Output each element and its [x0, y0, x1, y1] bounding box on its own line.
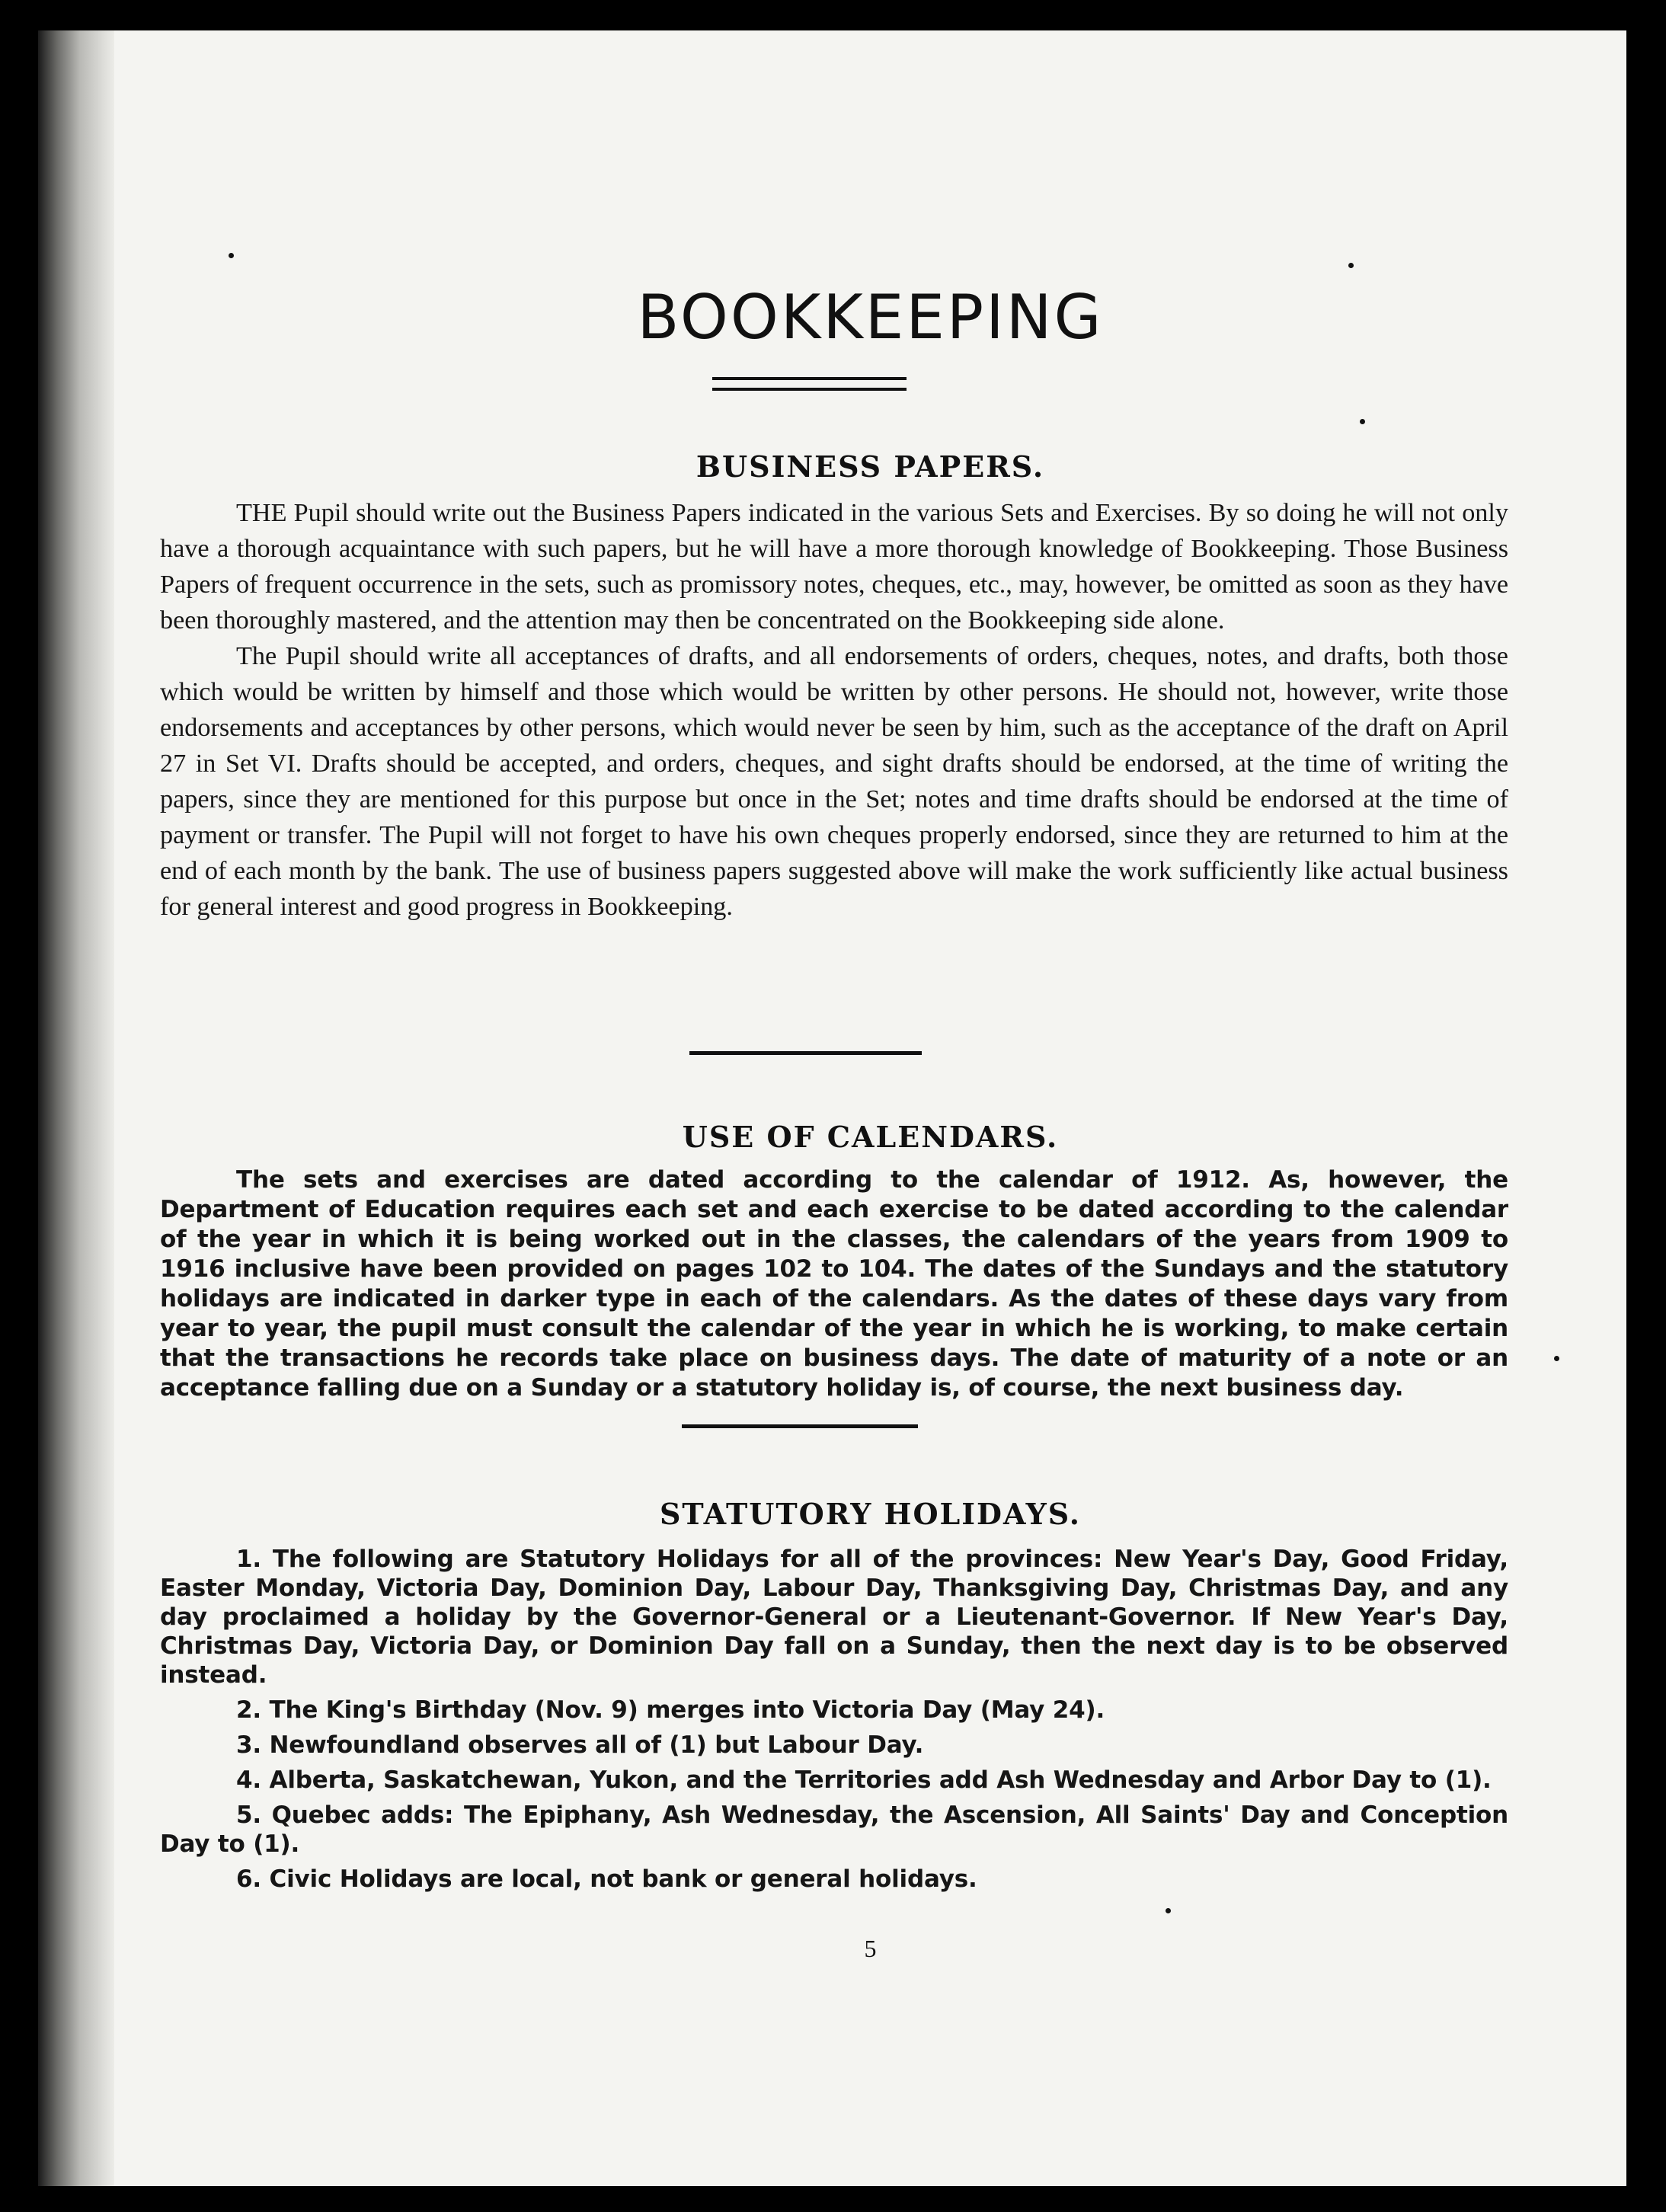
holidays-heading: STATUTORY HOLIDAYS. — [659, 1497, 1082, 1531]
document-page — [114, 30, 1626, 2186]
list-item: 3. Newfoundland observes all of (1) but Labour Day. — [236, 1731, 924, 1759]
holidays-list — [160, 1545, 1508, 1900]
business-papers-text — [160, 495, 1508, 925]
page-title: BOOKKEEPING — [637, 282, 1104, 353]
book-spine — [38, 30, 114, 2186]
list-item: 1. The following are Statutory Holidays for all of the provinces: New Year's Day, Good Friday, Easter Monday, Victoria Day, Dominion Day, Labour Day, Thanksgiving Day, Christmas Day, and any day proclaimed a holiday by the Governor-General or a Lieutenant-Governor. If New Year's Day, Christmas Day, Victoria Day, or Dominion Day fall on a Sunday, then the next day is to be observed instead. — [160, 1546, 1508, 1689]
speck — [1348, 263, 1354, 268]
list-item: 2. The King's Birthday (Nov. 9) merges into Victoria Day (May 24). — [236, 1696, 1105, 1724]
page-number: 5 — [864, 1935, 877, 1962]
paragraph: The sets and exercises are dated according to the calendar of 1912. As, however, the Department of Education requires each set and each exercise to be dated according to the calendar of the year in which it is being worked out in the classes, the calendars of the years from 1909 to 1916 inclusive have been provided on pages 102 to 104. The dates of the Sundays and the statutory holidays are indicated in darker type in each of the calendars. As the dates of these days vary from year to year, the pupil must consult the calendar of the year in which he is working, to make certain that the transactions he records take place on business days. The date of maturity of a note or an acceptance falling due on a Sunday or a statutory holiday is, of course, the next business day. — [160, 1166, 1508, 1402]
list-item: 5. Quebec adds: The Epiphany, Ash Wednesday, the Ascension, All Saints' Day and Conception Day to (1). — [160, 1801, 1508, 1858]
list-item: 6. Civic Holidays are local, not bank or general holidays. — [236, 1865, 977, 1893]
speck — [1360, 419, 1365, 424]
section-divider — [682, 1424, 918, 1428]
speck — [1166, 1908, 1171, 1913]
speck — [229, 253, 234, 258]
calendars-text — [160, 1165, 1508, 1403]
list-item: 4. Alberta, Saskatchewan, Yukon, and the Territories add Ash Wednesday and Arbor Day to (1). — [236, 1766, 1492, 1794]
paragraph: THE Pupil should write out the Business Papers indicated in the various Sets and Exercises. By so doing he will not only have a thorough acquaintance with such papers, but he will have a more thorough knowledge of Bookkeeping. Those Business Papers of frequent occurrence in the sets, such as promissory notes, cheques, etc., may, however, be omitted as soon as they have been thoroughly mastered, and the attention may then be concentrated on the Bookkeeping side alone. — [160, 499, 1508, 635]
title-underline — [712, 377, 907, 391]
business-papers-heading: BUSINESS PAPERS. — [695, 449, 1045, 484]
speck — [1554, 1356, 1559, 1361]
calendars-heading: USE OF CALENDARS. — [682, 1120, 1059, 1154]
paragraph: The Pupil should write all acceptances of drafts, and all endorsements of orders, cheques, notes, and drafts, both those which would be written by himself and those which would be written by other persons. He should not, however, write those endorsements and acceptances by other persons, which would never be seen by him, such as the acceptance of the draft on April 27 in Set VI. Drafts should be accepted, and orders, cheques, and sight drafts should be endorsed, at the time of writing the papers, since they are mentioned for this purpose but once in the Set; notes and time drafts should be endorsed at the time of payment or transfer. The Pupil will not forget to have his own cheques properly endorsed, since they are returned to him at the end of each month by the bank. The use of business papers suggested above will make the work sufficiently like actual business for general interest and good progress in Bookkeeping. — [160, 642, 1508, 921]
section-divider — [689, 1051, 922, 1055]
